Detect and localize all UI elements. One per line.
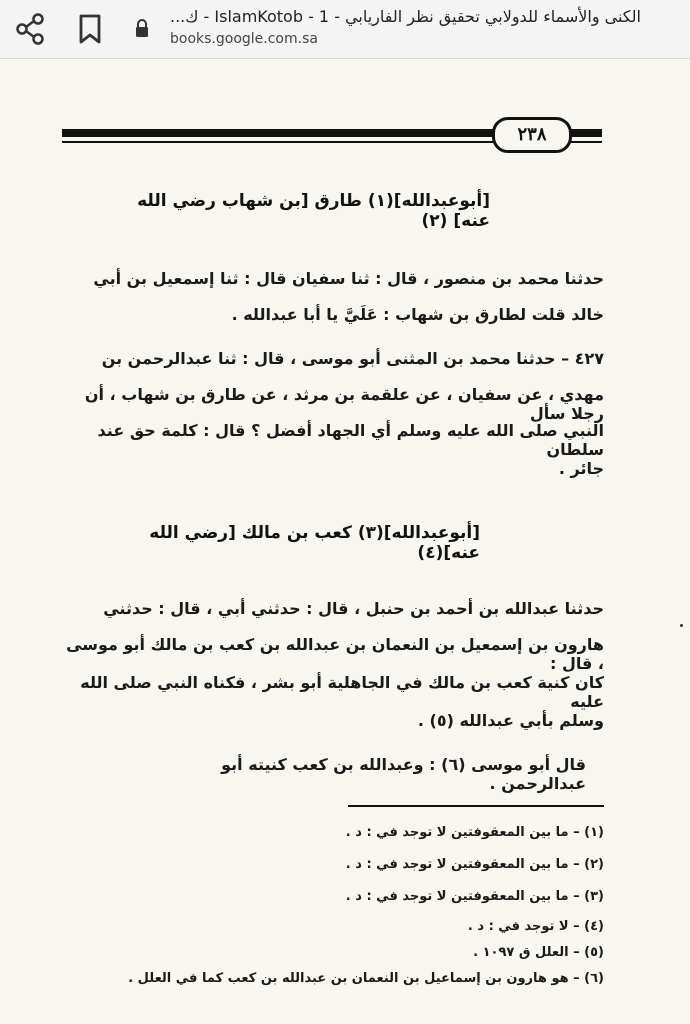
- text-line: حدثنا محمد بن منصور ، قال : ثنا سفيان قال : ثنا إسمعيل بن أبي: [93, 269, 604, 288]
- footnote: (٤) – لا توجد في : د .: [467, 919, 604, 934]
- text-line: ٤٢٧ – حدثنا محمد بن المثنى أبو موسى ، قال : ثنا عبدالرحمن بن: [101, 349, 604, 368]
- footnote: (٥) – العلل ق ١٠٩٧ .: [473, 945, 604, 960]
- book-page: [0, 59, 690, 1024]
- footnote: (١) – ما بين المعقوفتين لا توجد في : د .: [345, 825, 604, 840]
- text-line: وسلم بأبي عبدالله (٥) .: [417, 711, 604, 730]
- address-area[interactable]: [170, 6, 682, 54]
- browser-toolbar: [0, 0, 690, 59]
- lock-icon: [134, 18, 150, 38]
- text-line: هارون بن إسمعيل بن النعمان بن عبدالله بن كعب بن مالك أبو موسى ، قال :: [66, 635, 604, 673]
- page-number: ٢٣٨: [492, 117, 572, 153]
- text-line: النبي صلى الله عليه وسلم أي الجهاد أفضل ؟ قال : كلمة حق عند سلطان: [97, 421, 604, 459]
- footnote: (٣) – ما بين المعقوفتين لا توجد في : د .: [345, 889, 604, 904]
- text-line: حدثنا عبدالله بن أحمد بن حنبل ، قال : حدثني أبي ، قال : حدثني: [103, 599, 604, 618]
- text-line: خالد قلت لطارق بن شهاب : عَلَيَّ يا أبا عبدالله .: [231, 305, 604, 324]
- share-icon[interactable]: [12, 11, 48, 47]
- text-line: مهدي ، عن سفيان ، عن علقمة بن مرثد ، عن طارق بن شهاب ، أن رجلا سأل: [84, 385, 604, 423]
- footnote: (٦) – هو هارون بن إسماعيل بن النعمان بن عبدالله بن كعب كما في العلل .: [128, 971, 604, 986]
- section-heading-kaab: [أبوعبدالله](٣) كعب بن مالك [رضي الله عنه](٤): [149, 523, 480, 563]
- footnote: (٢) – ما بين المعقوفتين لا توجد في : د .: [345, 857, 604, 872]
- text-line: كان كنية كعب بن مالك في الجاهلية أبو بشر ، فكناه النبي صلى الله عليه: [80, 673, 604, 711]
- text-line: جائر .: [558, 459, 604, 478]
- section-heading-tariq: [أبوعبدالله](١) طارق [بن شهاب رضي الله عنه] (٢): [137, 191, 490, 231]
- bookmark-icon[interactable]: [72, 11, 108, 47]
- scan-speck: [680, 624, 683, 627]
- footnote-divider: [348, 805, 604, 807]
- text-line: قال أبو موسى (٦) : وعبدالله بن كعب كنيته أبو عبدالرحمن .: [221, 755, 586, 793]
- page-title: الكنى والأسماء للدولابي تحقيق نظر الفاريابي - IslamKotob - 1 - ك...: [170, 7, 641, 26]
- page-url: books.google.com.sa: [170, 31, 318, 47]
